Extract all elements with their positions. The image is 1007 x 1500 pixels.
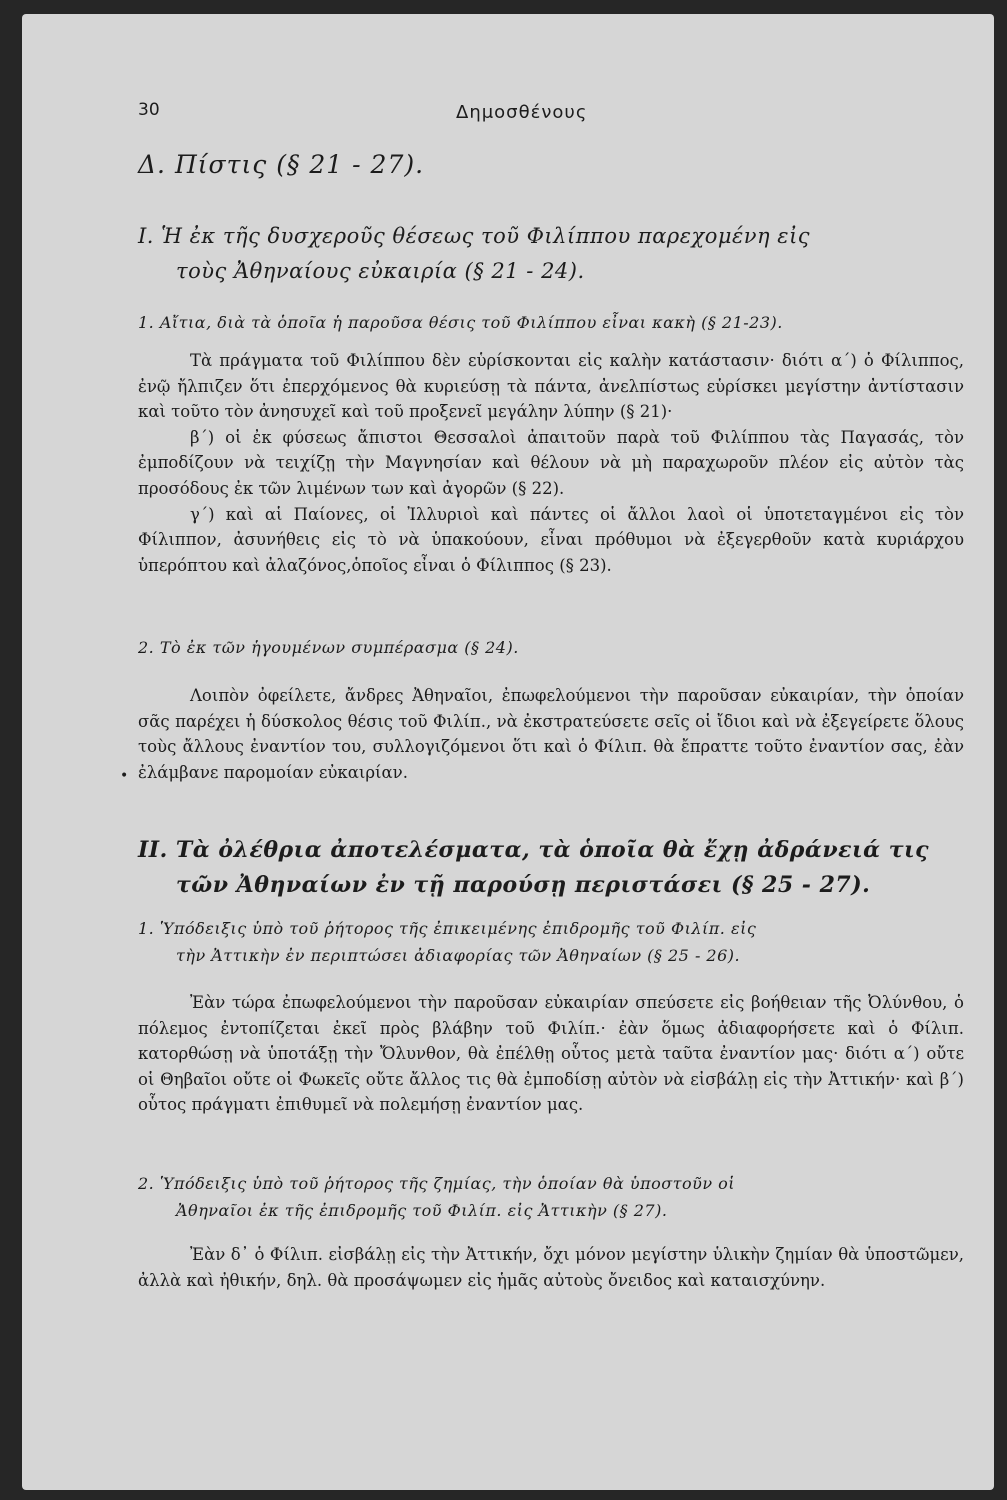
paragraph: Ἐὰν τώρα ἐπωφελούμενοι τὴν παροῦσαν εὐκαιρίαν σπεύσετε εἰς βοήθειαν τῆς Ὀλύνθου, ὁ πόλεμος ἐντοπίζεται ἐκεῖ πρὸς βλάβην τοῦ Φιλίπ.· ἐὰν ὅμως ἀδιαφορήσετε καὶ ὁ Φίλιπ. κατορθώσῃ νὰ ὑποτάξῃ τὴν Ὄλυνθον, θὰ ἐπέλθῃ οὗτος μετὰ ταῦτα ἐναντίον μας· διότι α΄) οὔτε οἱ Θηβαῖοι οὔτε οἱ Φωκεῖς οὔτε ἄλλος τις θὰ ἐμποδίσῃ αὐτὸν νὰ εἰσβάλῃ εἰς τὴν Ἀττικήν· καὶ β΄) οὗτος πράγματι ἐπιθυμεῖ νὰ πολεμήσῃ ἐναντίον μας.	[138, 993, 964, 1115]
part2-sub2-body	[138, 1242, 964, 1293]
margin-mark: •	[120, 768, 129, 784]
part1-heading-line1: I. Ἡ ἐκ τῆς δυσχεροῦς θέσεως τοῦ Φιλίππου παρεχομένη εἰς	[138, 224, 811, 248]
part2-sub2-heading	[138, 1170, 964, 1224]
part1-heading	[138, 219, 964, 289]
part2-heading	[138, 833, 964, 903]
part2-heading-line1: II. Τὰ ὀλέθρια ἀποτελέσματα, τὰ ὁποῖα θὰ ἔχῃ ἀδράνειά τις	[138, 837, 930, 863]
paragraph: Τὰ πράγματα τοῦ Φιλίππου δὲν εὑρίσκονται εἰς καλὴν κατάστασιν· διότι α΄) ὁ Φίλιππος, ἐνῷ ἤλπιζεν ὅτι ἐπερχόμενος θὰ κυριεύσῃ τὰ πάντα, ἀνελπίστως εὑρίσκει μεγίστην ἀντίστασιν καὶ τοῦτο τὸν ἀνησυχεῖ καὶ τοῦ προξενεῖ μεγάλην λύπην (§ 21)·	[138, 351, 964, 422]
part1-sub2-heading: 2. Τὸ ἐκ τῶν ἡγουμένων συμπέρασμα (§ 24).	[138, 638, 519, 657]
part1-sub1-heading	[138, 309, 964, 336]
part1-sub2-body	[138, 683, 964, 785]
paragraph: γ΄) καὶ αἱ Παίονες, οἱ Ἰλλυριοὶ καὶ πάντες οἱ ἄλλοι λαοὶ οἱ ὑποτεταγμένοι εἰς τὸν Φίλιππον, ἀσυνήθεις εἰς τὸ νὰ ὑπακούουν, εἶναι πρόθυμοι νὰ ἐξεγερθοῦν κατὰ κυριάρχου ὑπερόπτου καὶ ἀλαζόνος,ὁποῖος εἶναι ὁ Φίλιππος (§ 23).	[138, 504, 964, 575]
paragraph: Λοιπὸν ὀφείλετε, ἄνδρες Ἀθηναῖοι, ἐπωφελούμενοι τὴν παροῦσαν εὐκαιρίαν, τὴν ὁποίαν σᾶς παρέχει ἡ δύσκολος θέσις τοῦ Φιλίπ., νὰ ἐκστρατεύσετε σεῖς οἱ ἴδιοι καὶ νὰ ἐξεγείρετε ὅλους τοὺς ἄλλους ἐναντίον του, συλλογιζόμενοι ὅτι καὶ ὁ Φίλιπ. θὰ ἔπραττε τοῦτο ἐναντίον σας, ἐὰν ἐλάμβανε παρομοίαν εὐκαιρίαν.	[138, 686, 964, 782]
page-header	[138, 100, 968, 130]
part2-sub1-body	[138, 990, 964, 1118]
part2-sub2-heading-line1: 2. Ὑπόδειξις ὑπὸ τοῦ ῥήτορος τῆς ζημίας, τὴν ὁποίαν θὰ ὑποστοῦν οἱ	[138, 1174, 736, 1193]
part2-sub1-heading-line2: τὴν Ἀττικὴν ἐν περιπτώσει ἀδιαφορίας τῶν Ἀθηναίων (§ 25 - 26).	[176, 946, 741, 965]
part2-sub1-heading-line1: 1. Ὑπόδειξις ὑπὸ τοῦ ῥήτορος τῆς ἐπικειμένης ἐπιδρομῆς τοῦ Φιλίπ. εἰς	[138, 919, 757, 938]
paragraph: β΄) οἱ ἐκ φύσεως ἄπιστοι Θεσσαλοὶ ἀπαιτοῦν παρὰ τοῦ Φιλίππου τὰς Παγασάς, τὸν ἐμποδίζουν νὰ τειχίζῃ τὴν Μαγνησίαν καὶ θέλουν νὰ μὴ παραχωροῦν πλέον εἰς αὐτὸν τὰς προσόδους ἐκ τῶν λιμένων των καὶ ἀγορῶν (§ 22).	[138, 427, 964, 498]
part2-sub1-heading	[138, 915, 964, 969]
paragraph: Ἐὰν δ᾽ ὁ Φίλιπ. εἰσβάλῃ εἰς τὴν Ἀττικήν, ὄχι μόνον μεγίστην ὑλικὴν ζημίαν θὰ ὑποστῶμεν, ἀλλὰ καὶ ἠθικήν, δηλ. θὰ προσάψωμεν εἰς ἡμᾶς αὐτοὺς ὄνειδος καὶ καταισχύνην.	[138, 1245, 964, 1290]
running-title: Δημοσθένους	[456, 102, 588, 123]
part1-sub1-heading-text: 1. Αἴτια, διὰ τὰ ὁποῖα ἡ παροῦσα θέσις τοῦ Φιλίππου εἶναι κακὴ (§ 21-23).	[138, 313, 783, 332]
section-title: Δ. Πίστις (§ 21 - 27).	[138, 150, 425, 179]
page-number: 30	[138, 100, 160, 120]
part1-heading-line2: τοὺς Ἀθηναίους εὐκαιρία (§ 21 - 24).	[176, 259, 585, 283]
part1-sub1-body	[138, 348, 964, 578]
part2-heading-line2: τῶν Ἀθηναίων ἐν τῇ παρούσῃ περιστάσει (§ 25 - 27).	[176, 872, 871, 898]
part2-sub2-heading-line2: Ἀθηναῖοι ἐκ τῆς ἐπιδρομῆς τοῦ Φιλίπ. εἰς Ἀττικὴν (§ 27).	[176, 1201, 668, 1220]
